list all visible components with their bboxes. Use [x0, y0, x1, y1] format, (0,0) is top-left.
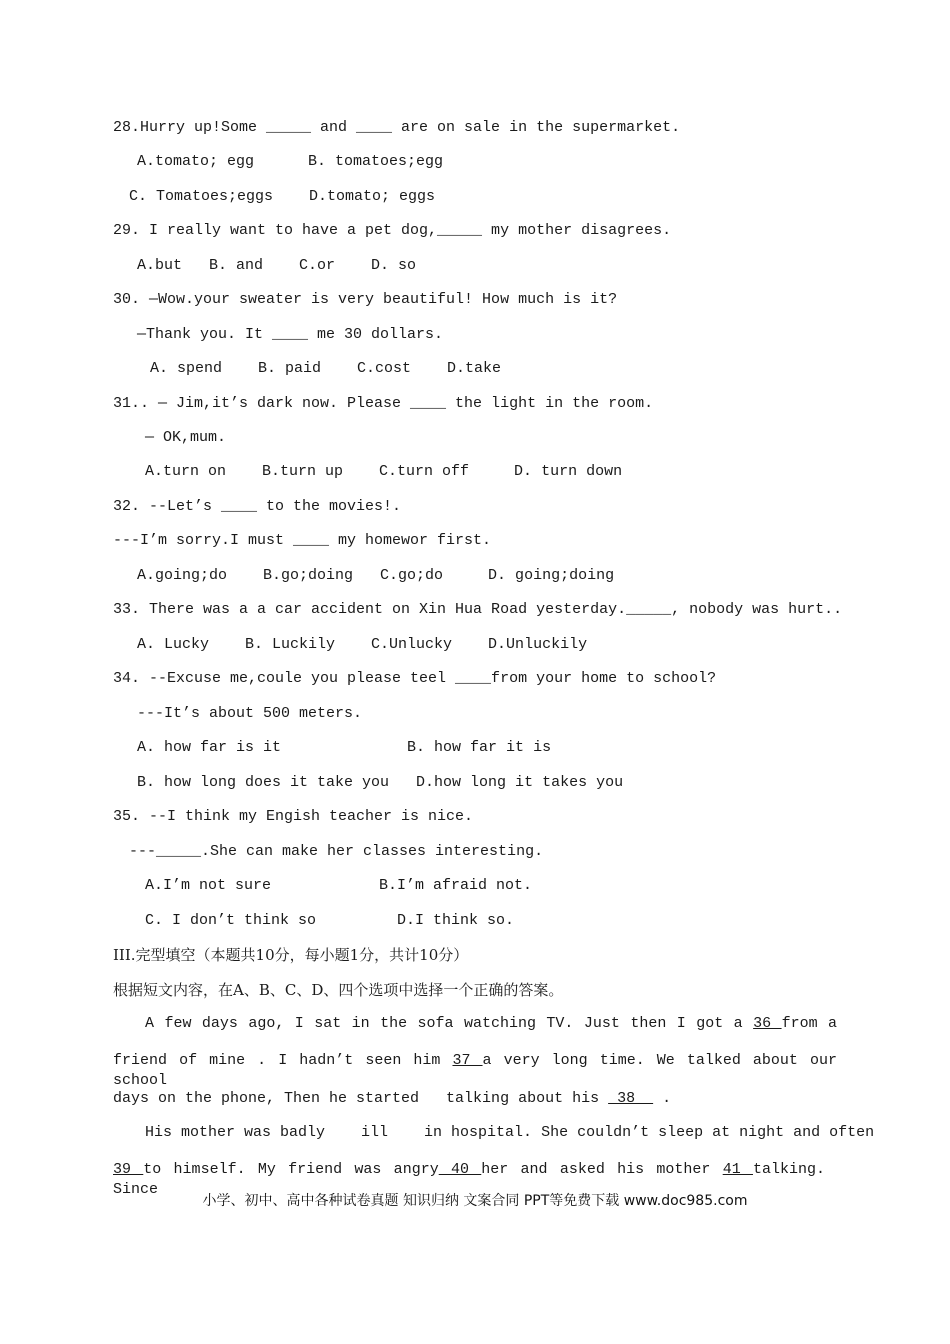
question-34-options-2: B. how long does it take you D.how long it takes you [137, 774, 624, 791]
question-35-reply: ---_____.She can make her classes interesting. [129, 843, 544, 860]
passage-line: 39 to himself. My friend was angry 40 her and asked his mother 41 talking. Since [113, 1161, 825, 1198]
passage-line: A few days ago, I sat in the sofa watching TV. Just then I got a 36 from a [145, 1015, 838, 1032]
blank-38: 38 [608, 1090, 654, 1107]
section-instruction: 根据短文内容，在A、B、C、D、四个选项中选择一个正确的答案。 [113, 981, 564, 999]
blank-36: 36 [753, 1015, 782, 1032]
question-31-stem: 31.. — Jim,it’s dark now. Please ____ the light in the room. [113, 395, 654, 412]
question-31-options: A.turn on B.turn up C.turn off D. turn down [145, 463, 623, 480]
question-28-options-1: A.tomato; egg B. tomatoes;egg [137, 153, 444, 170]
page-footer: 小学、初中、高中各种试卷真题 知识归纳 文案合同 PPT等免费下载 www.doc985.com [202, 1193, 748, 1209]
question-28-options-2: C. Tomatoes;eggs D.tomato; eggs [129, 188, 436, 205]
question-30-reply: —Thank you. It ____ me 30 dollars. [137, 326, 444, 343]
question-30-options: A. spend B. paid C.cost D.take [150, 360, 502, 377]
passage-line: days on the phone, Then he started talking about his 38 . [113, 1090, 672, 1107]
question-29-stem: 29. I really want to have a pet dog,_____ my mother disagrees. [113, 222, 672, 239]
question-34-stem: 34. --Excuse me,coule you please teel ____from your home to school? [113, 670, 717, 687]
blank-40: 40 [438, 1161, 482, 1178]
question-34-reply: ---It’s about 500 meters. [137, 705, 363, 722]
blank-37: 37 [452, 1052, 483, 1069]
question-32-options: A.going;do B.go;doing C.go;do D. going;doing [137, 567, 615, 584]
section-heading: III.完型填空（本题共10分，每小题1分，共计10分） [113, 946, 469, 964]
passage-line: His mother was badly ill in hospital. She couldn’t sleep at night and often [145, 1124, 875, 1141]
question-32-reply: ---I’m sorry.I must ____ my homewor first. [113, 532, 492, 549]
question-35-stem: 35. --I think my Engish teacher is nice. [113, 808, 474, 825]
question-33-options: A. Lucky B. Luckily C.Unlucky D.Unluckily [137, 636, 588, 653]
blank-41: 41 [722, 1161, 753, 1178]
blank-39: 39 [113, 1161, 144, 1178]
question-31-reply: — OK,mum. [145, 429, 227, 446]
question-35-options-1: A.I’m not sure B.I’m afraid not. [145, 877, 533, 894]
question-30-stem: 30. —Wow.your sweater is very beautiful! How much is it? [113, 291, 618, 308]
question-28-stem: 28.Hurry up!Some _____ and ____ are on sale in the supermarket. [113, 119, 681, 136]
question-29-options: A.but B. and C.or D. so [137, 257, 417, 274]
question-34-options-1: A. how far is it B. how far it is [137, 739, 552, 756]
question-33-stem: 33. There was a a car accident on Xin Hua Road yesterday._____, nobody was hurt.. [113, 601, 843, 618]
passage-line: friend of mine . I hadn’t seen him 37 a very long time. We talked about our school [113, 1052, 837, 1089]
question-32-stem: 32. --Let’s ____ to the movies!. [113, 498, 402, 515]
question-35-options-2: C. I don’t think so D.I think so. [145, 912, 515, 929]
